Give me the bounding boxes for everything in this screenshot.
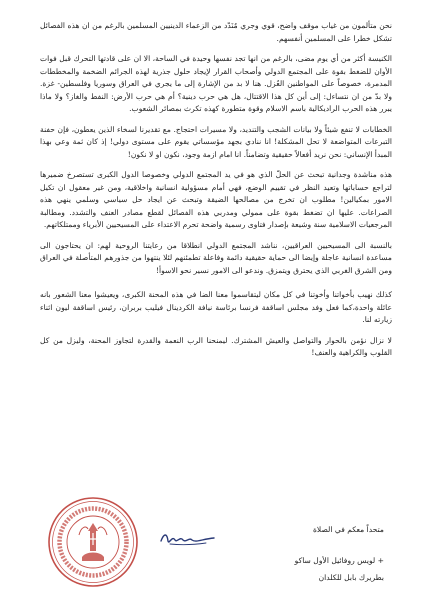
letter-body	[40, 20, 392, 368]
paragraph-5: بالنسبة الى المسيحيين العراقيين، نناشد المجتمع الدولي انطلاقا من رعايتنا الروحية لهم: ان يحتاجون الى مساعدة انسانية عاجلة وإيضا الى حماية حقيقية دائمة وفاعلة تطمئنهم لئلا ينتهوا من جذورهم المتأصلة في العراق ومن الشرق الغربي الذي يحترق ويتمزق. وندعو الى الامور نسير نحو الاسوأ!	[40, 240, 392, 275]
paragraph-2: الكنيسة أكثر من أي يوم مضى، بالرغم من انها تجد نفسها وحيدة في الساحة، الا ان على قادتها التحرك قبل فوات الأوان للضغط بقوة على المجتمع الدولي وأصحاب القرار لإيجاد حلول جذرية لهذه الجرائم الضخمة والمخططات المدمرة، خصوصاً على المواطنين العُزل. هنا لا بد من الإشارة إلى ما يجري في العراق وسوريا وفلسطين- غزة. ولا بدّ من ان نتساءل: إلى أين كل هذا الاقتتال، هل هي حرب دينية؟ أم هي حرب الأرض: النفط والغاز؟ ولا ماذا يبرر هذه الحرب الراديكالية باسم الاسلام وقوة متطورة كهذه تكرث بمصائر الشعوب.	[40, 54, 392, 113]
patriarchal-seal-icon	[46, 495, 140, 589]
paragraph-6: كذلك نهيب بأخواتنا وأخوتنا في كل مكان ليتقاسموا معنا الضا في هذه المحنة الكبرى، ويعيشوا معنا الشعور بانه عائلة واحدة،كما فعل وفد مجلس اساقفة فرنسا برئاسة نيافة الكردينال فيليب بربران، رئيس اساقفة ليون اثناء زيارته لنا.	[40, 290, 392, 324]
signatory-name: + لويس روفائيل الأول ساكو	[294, 556, 384, 565]
paragraph-3: الخطابات لا تنفع شيئاً ولا بيانات الشجب والتنديد، ولا مسيرات احتجاج. مع تقديرنا لسخاء الذين يعطون، فإن حفنة التبرعات المتواضعة لا تحل المشكلة! انا ننادي بجهد مؤسساتي يقوم على مستوى دولي! إذ كان ثمة وعي بهذا المبدأ الإنساني: نحن نريد أفعالاً حقيقية وتضامناً. انا امام ازمة وجود، نكون او لا نكون!	[40, 124, 392, 159]
closing-salutation: متحداً معكم في الصلاة	[312, 525, 384, 534]
paragraph-1: نحن متألمون من غياب موقف واضح، قوي وجري مُنَدّد من الزعماء الدينيين المسلمين بالرغم من ان هذه الفصائل تشكل خطرا على المسلمين أنفسهم.	[40, 21, 392, 43]
paragraph-4: هذه مناشدة وجدانية تبحث عن الحلّ الذي هو في يد المجتمع الدولي وخصوصا الدول الكبرى تستصرخ ضميرها لتراجع حساباتها وتعيد النظر في تقييم الوضع، فهي أمام مسؤولية انسانية واخلاقية، ومن غير معقول ان تكيل الامور بمكيالين! مطلوب ان تخرج من مصالحها الضيقة وتبحث عن ايجاد حل سياسي وسلمي ينهي هذه الصراعات. عليها ان تضغط بقوة على ممولي ومدربي هذه الفصائل لقطع مصادر العنف والتشدد. ومطالبة المرجعيات الاسلامية سنة وشيعة بإصدار فتاوى رسمية واضحة تحرم الاعتداء على المسيحيين الأبرياء وممتلكاتهم.	[40, 170, 392, 229]
paragraph-7: لا نزال نؤمن بالحوار والتواصل والعيش المشترك. ليمنحنا الرب النعمة والقدرة لتجاوز المحنة، وليزل من كل القلوب والكراهية والعنف!	[40, 335, 392, 357]
handwritten-signature-icon	[158, 529, 218, 547]
signatory-title: بطريرك بابل للكلدان	[318, 573, 384, 582]
